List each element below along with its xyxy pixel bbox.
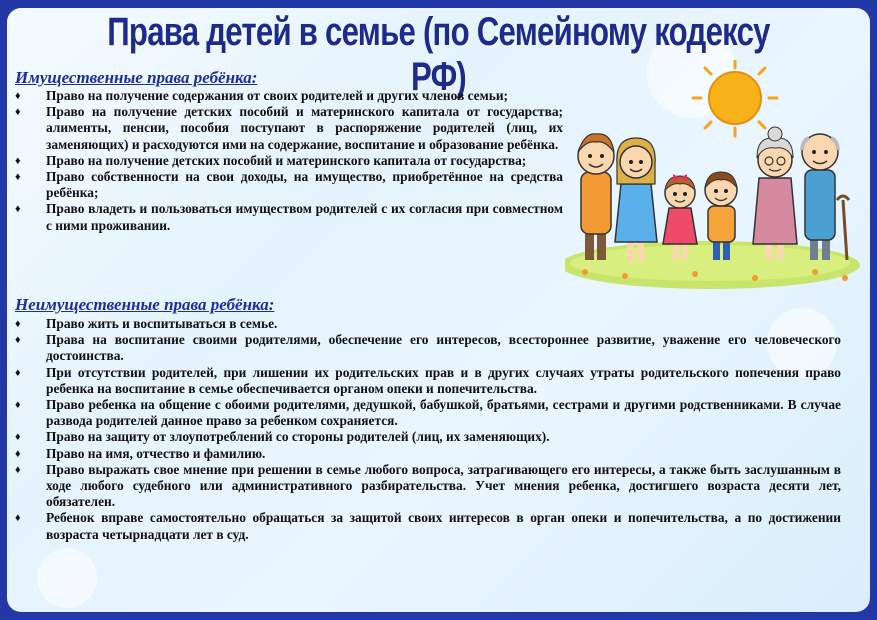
list-item: ♦ Право ребенка на общение с обоими родителями, дедушкой, бабушкой, братьями, сестрами и другими родственниками. В случае развода родителей данное право за ребенком сохраняется. — [15, 397, 841, 429]
non-property-rights-list — [15, 316, 841, 543]
grandfather-figure — [802, 134, 849, 260]
diamond-bullet-icon: ♦ — [15, 366, 21, 379]
property-rights-heading: Имущественные права ребёнка: — [15, 68, 258, 87]
list-item: ♦ Ребенок вправе самостоятельно обращаться за защитой своих интересов в орган опеки и попечительства, а по достижении возраста четырнадцати лет в суд. — [15, 510, 841, 542]
list-item: ♦ Право выражать свое мнение при решении в семье любого вопроса, затрагивающего его интересы, а также быть заслушанным в ходе любого судебного или административного разбирательства. Учет мнения ребенка, достигшего возраста десяти лет, обязателен. — [15, 461, 841, 510]
list-item: ♦ Права на воспитание своими родителями, обеспечение его интересов, всестороннее развитие, уважение его человеческого достоинства. — [15, 332, 841, 364]
diamond-bullet-icon: ♦ — [15, 447, 21, 460]
diamond-bullet-icon: ♦ — [15, 90, 21, 102]
property-rights-list — [15, 88, 563, 234]
diamond-bullet-icon: ♦ — [15, 106, 21, 119]
bokeh-circle — [37, 548, 97, 608]
list-item: ♦ Право на имя, отчество и фамилию. — [15, 445, 266, 461]
list-item: ♦ Право на получение детских пособий и материнского капитала от государства; — [15, 152, 527, 168]
diamond-bullet-icon: ♦ — [15, 171, 21, 184]
diamond-bullet-icon: ♦ — [15, 154, 21, 167]
diamond-bullet-icon: ♦ — [15, 512, 21, 525]
list-item: ♦ Право собственности на свои доходы, на имущество, приобретённое на средства ребёнка; — [15, 169, 563, 201]
list-item: ♦ Право на защиту от злоупотреблений со стороны родителей (лиц, их заменяющих). — [15, 429, 550, 445]
diamond-bullet-icon: ♦ — [15, 463, 21, 476]
family-illustration — [565, 60, 865, 290]
non-property-rights-heading: Неимущественные права ребёнка: — [15, 295, 275, 314]
list-item: ♦ Право на получение детских пособий и материнского капитала от государства; алименты, пенсии, пособия поступают в распоряжение родителей (лиц, их заменяющих) и расходуются ими на содержание, воспитание и образование ребёнка. — [15, 104, 563, 152]
diamond-bullet-icon: ♦ — [15, 203, 21, 216]
grandmother-figure — [753, 127, 797, 260]
diamond-bullet-icon: ♦ — [15, 431, 21, 444]
list-item: ♦ Право на получение содержания от своих родителей и других членов семьи; — [15, 88, 509, 103]
list-item: ♦ При отсутствии родителей, при лишении их родительских прав и в других случаях утраты родительского попечения право ребенка на воспитание в семье обеспечивается органом опеки и попечительства. — [15, 364, 841, 396]
sun-icon — [693, 60, 777, 136]
diamond-bullet-icon: ♦ — [15, 399, 21, 412]
father-figure — [578, 134, 614, 260]
diamond-bullet-icon: ♦ — [15, 318, 21, 330]
list-item: ♦ Право владеть и пользоваться имуществом родителей с их согласия при совместном с ними проживании. — [15, 201, 563, 233]
list-item: ♦ Право жить и воспитываться в семье. — [15, 316, 278, 331]
diamond-bullet-icon: ♦ — [15, 334, 21, 347]
poster-title: Права детей в семье (по Семейному кодексу РФ) — [107, 10, 770, 99]
